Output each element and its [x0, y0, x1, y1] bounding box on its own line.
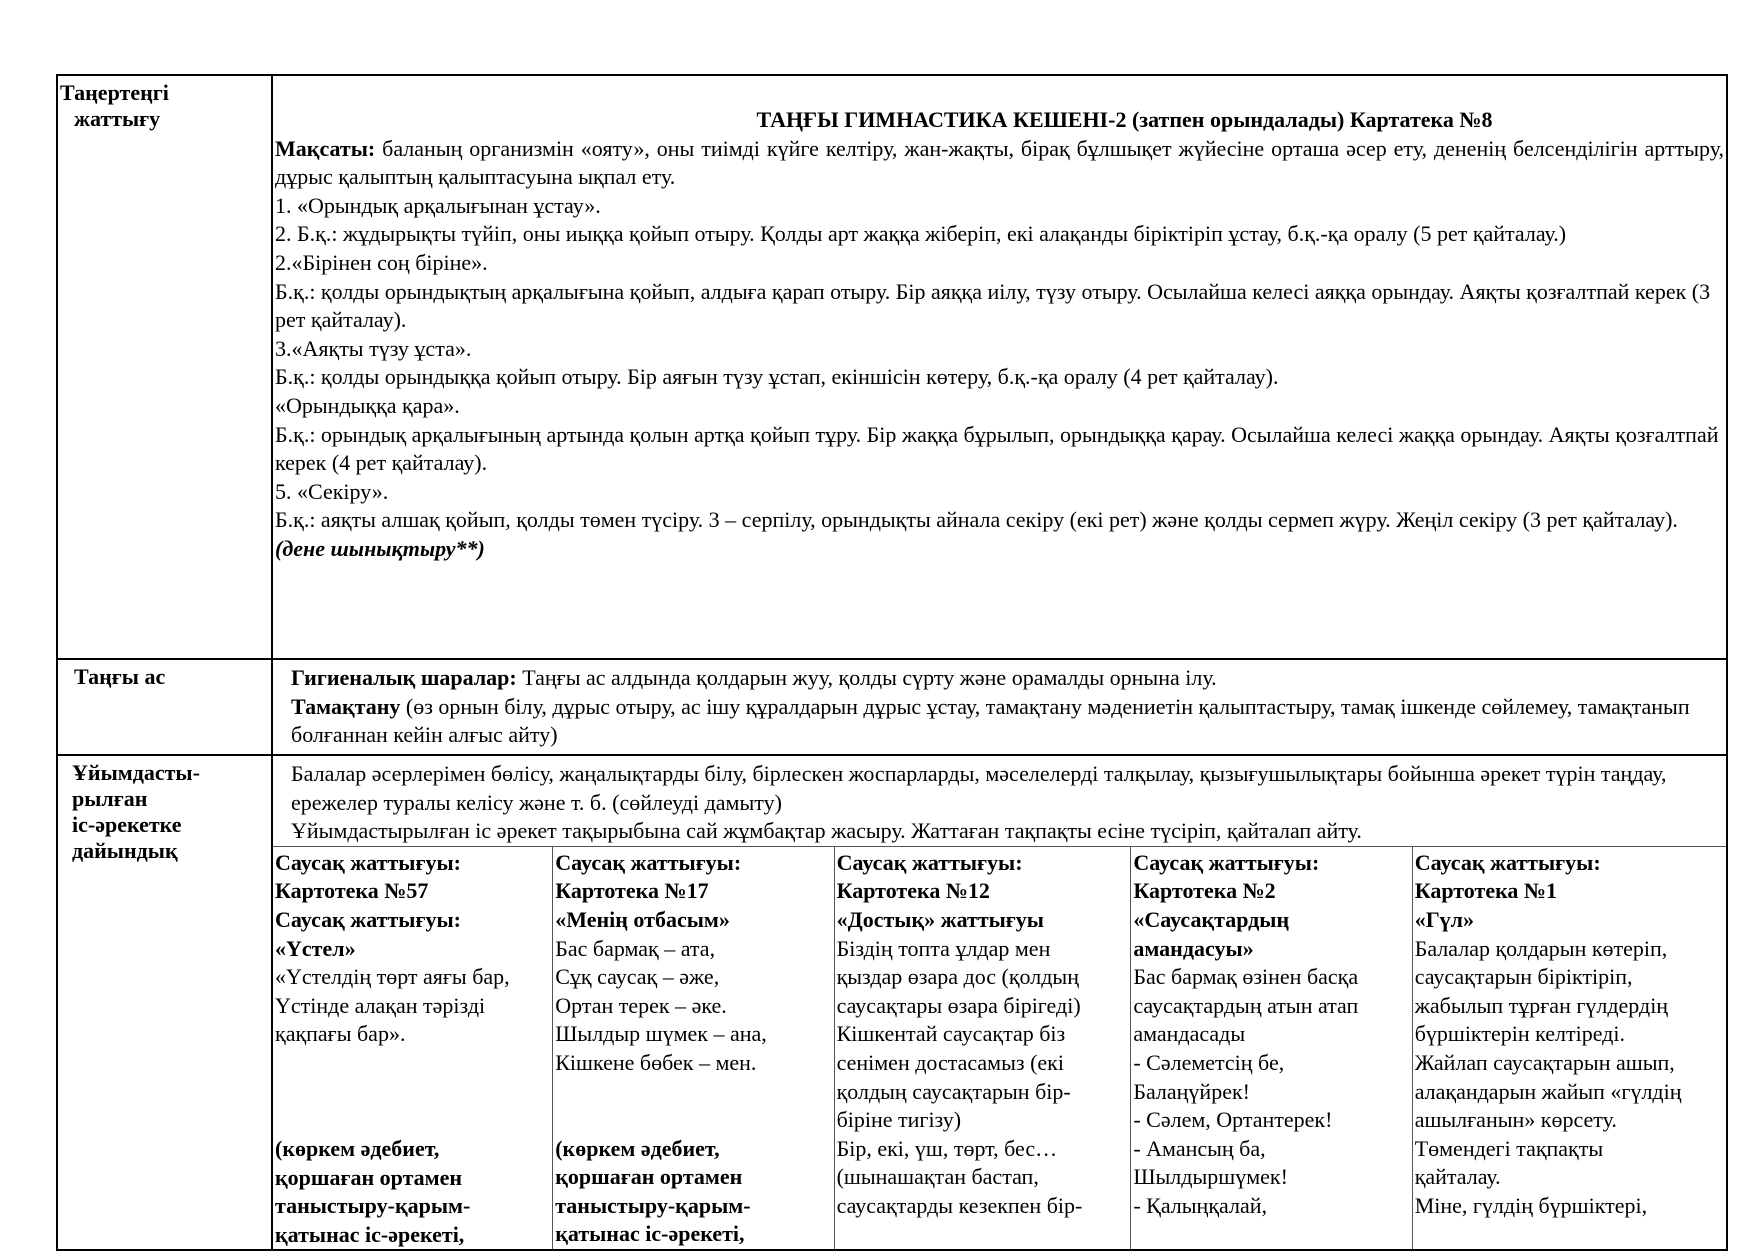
- card-text-line: қолдың саусақтарын бір-: [836, 1078, 1071, 1104]
- card-heading-line: Картотека №17: [555, 878, 709, 904]
- card-heading-line: Саусақ жаттығуы:: [836, 849, 1023, 875]
- card-heading-line: Картотека №57: [275, 878, 429, 904]
- card-text-line: саусақтарды кезекпен бір-: [836, 1192, 1083, 1218]
- document-page: [56, 74, 1728, 1247]
- card-heading-line: Саусақ жаттығуы:: [275, 906, 461, 932]
- card-text-line: Кішкентай саусақтар біз: [836, 1021, 1066, 1047]
- card-text-line: Бір, екі, үш, төрт, бес…: [836, 1135, 1058, 1161]
- card-text-line: саусақтардың атын атап: [1133, 992, 1359, 1018]
- finger-exercise-card: [834, 846, 1131, 1249]
- card-text-line: «Үстелдің төрт аяғы бар,: [275, 964, 510, 990]
- gymnastics-step-line: Б.қ.: қолды орындықтың арқалығына қойып, алдыға қарап отыру. Бір аяққа иілу, түзу отыру. Осылайша келесі аяққа орындау. Аяқты қозғалтпай керек (3 рет қайталау).: [275, 278, 1711, 333]
- hygiene-text: Таңғы ас алдында қолдарын жуу, қолды сүрту және орамалды орнына ілу.: [516, 665, 1217, 690]
- card-heading-line: Саусақ жаттығуы:: [1414, 849, 1601, 875]
- label-line: жаттығу: [74, 106, 161, 131]
- hygiene-line: [291, 664, 1724, 693]
- card-heading-line: Картотека №12: [836, 878, 990, 904]
- finger-exercise-card: [273, 846, 553, 1249]
- gymnastics-step-line: «Орындыққа қара».: [275, 392, 460, 418]
- intro-paragraph-2: Ұйымдастырылған іс әрекет тақырыбына сай жұмбақтар жасыру. Жаттаған тақпақты есіне түсіріп, қайталап айту.: [291, 818, 1362, 844]
- label-line: рылған: [72, 786, 148, 811]
- row-morning-exercise: [57, 75, 1727, 659]
- gymnastics-last-step: [275, 506, 1724, 563]
- card-text-line: бүршіктерін келтіреді.: [1414, 1021, 1625, 1047]
- card-footer-line: қатынас іс-әрекеті,: [275, 1221, 465, 1247]
- card-heading-line: Картотека №2: [1133, 878, 1276, 904]
- card-text-line: жабылып тұрған гүлдердің: [1414, 992, 1669, 1018]
- card-text-line: - Сәлем, Ортантерек!: [1133, 1107, 1333, 1133]
- card-text-line: біріне тигізу): [836, 1107, 962, 1133]
- card-text-line: Бас бармақ – ата,: [555, 935, 716, 961]
- card-heading-line: Саусақ жаттығуы:: [555, 849, 742, 875]
- card-text-line: Балалар қолдарын көтеріп,: [1414, 935, 1668, 961]
- gymnastics-steps: [275, 192, 1724, 507]
- finger-exercise-card: [553, 846, 834, 1249]
- label-line: Ұйымдасты-: [72, 760, 200, 785]
- row-breakfast: [57, 659, 1727, 755]
- card-text-line: қайталау.: [1414, 1164, 1501, 1190]
- goal-label: Мақсаты:: [275, 135, 376, 161]
- card-footer-line: (көркем әдебиет,: [555, 1135, 720, 1161]
- intro-paragraph-1: Балалар әсерлерімен бөлісу, жаңалықтарды білу, бірлескен жоспарларды, мәселелерді талқылау, қызығушылықтары бойынша әрекет түрін таңдау, ережелер туралы келісу және т. б. (сөйлеуді дамыту): [291, 761, 1667, 815]
- card-footer-line: қоршаған ортамен: [555, 1164, 743, 1190]
- gymnastics-step-line: 3.«Аяқты түзу ұста».: [275, 335, 472, 361]
- gymnastics-step-line: Б.қ.: қолды орындыққа қойып отыру. Бір аяғын түзу ұстап, екіншісін көтеру, б.қ.-қа оралу (4 рет қайталау).: [275, 364, 1279, 390]
- row-label-morning-exercise: [57, 75, 272, 659]
- preparation-content: [272, 755, 1727, 1250]
- card-text-line: Сұқ саусақ – әже,: [555, 964, 720, 990]
- hygiene-label: Гигиеналық шаралар:: [291, 665, 517, 690]
- row-label-preparation: [57, 755, 272, 1250]
- gymnastics-step-line: 1. «Орындық арқалығынан ұстау».: [275, 192, 601, 218]
- card-text-line: Шылдыр шүмек – ана,: [555, 1021, 767, 1047]
- finger-exercise-card: [1412, 846, 1726, 1249]
- gymnastics-step-line: Б.қ.: орындық арқалығының артында қолын артқа қойып тұру. Бір жаққа бұрылып, орындыққа қарау. Осылайша келесі жаққа орындау. Аяқты қозғалтпай керек (4 рет қайталау).: [275, 421, 1719, 476]
- card-text-line: Кішкене бөбек – мен.: [555, 1049, 757, 1075]
- card-heading-line: Картотека №1: [1414, 878, 1558, 904]
- card-text-line: - Амансың ба,: [1133, 1135, 1266, 1161]
- breakfast-content: [272, 659, 1727, 755]
- gymnastics-step-line: 2. Б.қ.: жұдырықты түйіп, оны иыққа қойып отыру. Қолды арт жаққа жіберіп, екі алақанды біріктіріп ұстау, б.қ.-қа оралу (5 рет қайталау.): [275, 221, 1567, 247]
- schedule-table: [56, 74, 1728, 1251]
- card-text-line: Үстінде алақан тәрізді: [275, 992, 486, 1018]
- card-text-line: Міне, гүлдің бүршіктері,: [1414, 1192, 1648, 1218]
- eating-label: Тамақтану: [291, 693, 401, 719]
- card-text-line: Ортан терек – әке.: [555, 992, 727, 1018]
- preparation-intro: [273, 756, 1726, 846]
- row-preparation: [57, 755, 1727, 1250]
- card-footer-line: қатынас іс-әрекеті,: [555, 1221, 745, 1247]
- card-text-line: Біздің топта ұлдар мен: [836, 935, 1051, 961]
- card-text-line: саусақтары өзара бірігеді): [836, 992, 1081, 1018]
- card-text-line: Шылдыршүмек!: [1133, 1164, 1288, 1190]
- gymnastics-title: ТАҢҒЫ ГИМНАСТИКА КЕШЕНІ-2 (затпен орындалады) Картатека №8: [756, 107, 1493, 132]
- gymnastics-step-line: 5. «Секіру».: [275, 478, 389, 504]
- card-text-line: Төмендегі тақпақты: [1414, 1135, 1604, 1161]
- card-heading-line: «Саусақтардың: [1133, 906, 1290, 932]
- card-text-line: (шынашақтан бастап,: [836, 1164, 1039, 1190]
- card-footer-line: таныстыру-қарым-: [275, 1193, 471, 1219]
- card-text-line: сенімен достасамыз (екі: [836, 1049, 1064, 1075]
- card-text-line: Балаңүйрек!: [1133, 1078, 1250, 1104]
- label-line: іс-әрекетке: [72, 812, 182, 837]
- label-line: дайындық: [72, 838, 178, 863]
- label-line: Таңертеңгі: [60, 80, 169, 105]
- card-footer-line: таныстыру-қарым-: [555, 1192, 751, 1218]
- card-text-line: Бас бармақ өзінен басқа: [1133, 964, 1359, 990]
- cards-row: [273, 846, 1726, 1249]
- eating-line: [291, 693, 1724, 750]
- gymnastics-step-line: 2.«Бірінен соң біріне».: [275, 249, 488, 275]
- eating-text: (өз орнын білу, дұрыс отыру, ас ішу құралдарын дұрыс ұстау, тамақтану мәдениетін қалыптастыру, тамақ ішкенде сөйлемеу, тамақтанып болғаннан кейін алғыс айту): [291, 693, 1690, 748]
- card-heading-line: Саусақ жаттығуы:: [1133, 849, 1320, 875]
- row-label-breakfast: Таңғы ас: [57, 659, 272, 755]
- card-text-line: қыздар өзара дос (қолдың: [836, 964, 1079, 990]
- card-heading-line: Саусақ жаттығуы:: [275, 849, 461, 875]
- card-heading-line: «Үстел»: [275, 935, 356, 961]
- card-text-line: - Қалыңқалай,: [1133, 1192, 1267, 1218]
- card-text-line: қақпағы бар».: [275, 1021, 406, 1047]
- card-footer-line: қоршаған ортамен: [275, 1164, 463, 1190]
- card-text-line: амандасады: [1133, 1021, 1246, 1047]
- gymnastics-content: [272, 75, 1727, 659]
- goal-text: баланың организмін «ояту», оны тиімді күйге келтіру, жан-жақты, бірақ бұлшықет жүйесіне орташа әсер ету, дененің белсенділігін арттыру, дұрыс қалыптың қалыптасуына ықпал ету.: [275, 135, 1724, 190]
- card-text-line: саусақтарын біріктіріп,: [1414, 964, 1633, 990]
- card-heading-line: «Менің отбасым»: [555, 906, 730, 932]
- card-heading-line: «Гүл»: [1414, 906, 1475, 932]
- gymnastics-goal: [275, 135, 1724, 192]
- card-text-line: - Сәлеметсің бе,: [1133, 1049, 1285, 1075]
- last-step-emphasis: (дене шынықтыру**): [275, 535, 485, 561]
- card-footer-line: (көркем әдебиет,: [275, 1135, 440, 1161]
- card-heading-line: амандасуы»: [1133, 935, 1254, 961]
- card-heading-line: «Достық» жаттығуы: [836, 906, 1044, 932]
- card-text-line: ашылғанын» көрсету.: [1414, 1107, 1617, 1133]
- finger-exercise-card: [1131, 846, 1412, 1249]
- card-text-line: алақандарын жайып «гүлдің: [1414, 1078, 1682, 1104]
- last-step-text: Б.қ.: аяқты алшақ қойып, қолды төмен түсіру. 3 – серпілу, орындықты айнала секіру (екі рет) және қолды сермеп жүру. Жеңіл секіру (3 рет қайталау).: [275, 507, 1678, 533]
- card-text-line: Жайлап саусақтарын ашып,: [1414, 1049, 1675, 1075]
- finger-exercise-cards: [273, 846, 1726, 1250]
